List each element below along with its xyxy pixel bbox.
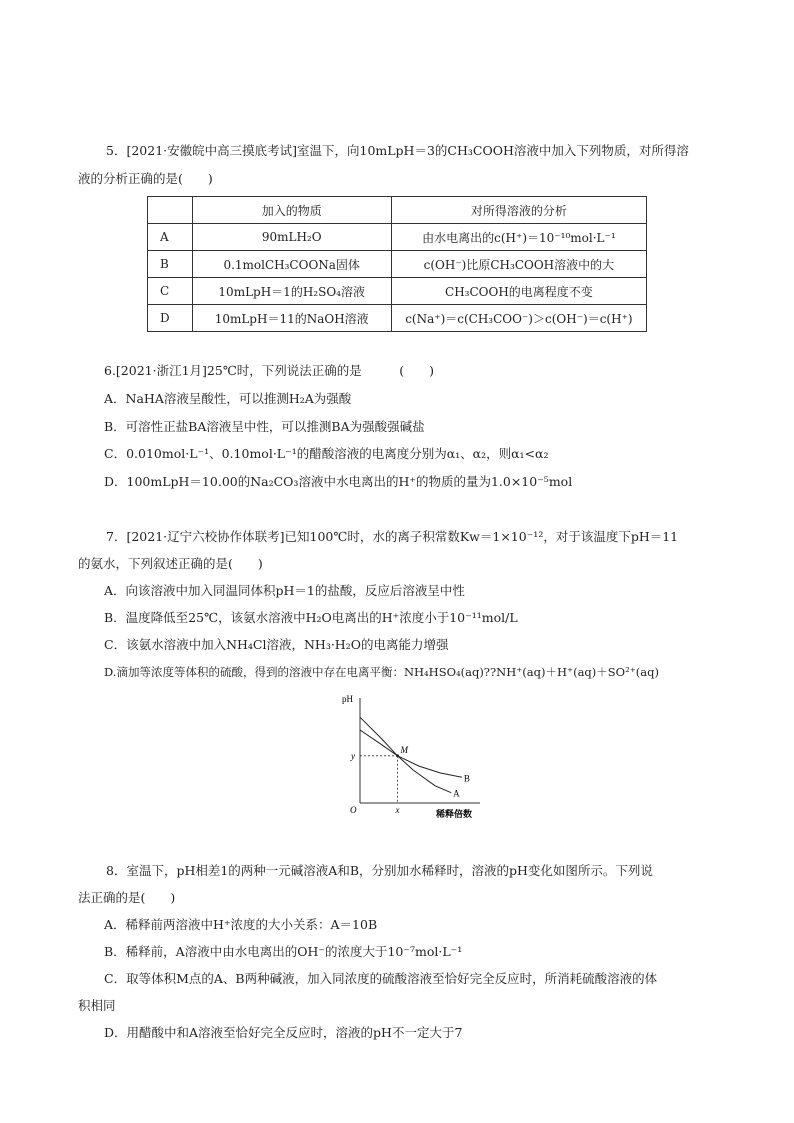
x-axis-label: 稀释倍数 xyxy=(436,809,473,819)
series-line-b xyxy=(360,730,462,777)
point-label: M xyxy=(400,744,409,755)
table-row xyxy=(148,224,647,251)
q8-option-a: A．稀释前两溶液中H⁺浓度的大小关系：A＝10B xyxy=(104,917,378,932)
table-cell: 10mLpH＝11的NaOH溶液 xyxy=(192,305,391,332)
series-line-a xyxy=(360,717,451,793)
table-cell: B xyxy=(148,251,193,278)
q5-stem-line1: 5．[2021·安徽皖中高三摸底考试]室温下，向10mLpH＝3的CH₃COOH溶液中加入下列物质，对所得溶 xyxy=(106,143,689,158)
dilution-ph-chart xyxy=(338,690,488,820)
y-tick-label: y xyxy=(351,750,355,761)
y-axis-label: pH xyxy=(342,694,353,704)
origin-label: O xyxy=(350,805,357,815)
table-cell: c(OH⁻)比原CH₃COOH溶液中的大 xyxy=(391,251,646,278)
q7-option-b: B．温度降低至25℃，该氨水溶液中H₂O电离出的H⁺浓度小于10⁻¹¹mol/L xyxy=(104,610,518,625)
intersection-point xyxy=(396,754,399,757)
series-label-a: A xyxy=(453,788,460,799)
table-row xyxy=(148,278,647,305)
q8-option-b: B．稀释前，A溶液中由水电离出的OH⁻的浓度大于10⁻⁷mol·L⁻¹ xyxy=(104,944,463,959)
q7-option-c: C．该氨水溶液中加入NH₄Cl溶液，NH₃·H₂O的电离能力增强 xyxy=(104,637,449,652)
q6-option-b: B．可溶性正盐BA溶液呈中性，可以推测BA为强酸强碱盐 xyxy=(104,419,425,434)
table-cell: 0.1molCH₃COONa固体 xyxy=(192,251,391,278)
table-row xyxy=(148,251,647,278)
q5-stem-line2: 液的分析正确的是( ) xyxy=(78,171,213,186)
q8-option-d: D．用醋酸中和A溶液至恰好完全反应时，溶液的pH不一定大于7 xyxy=(104,1025,463,1040)
table-cell: D xyxy=(148,305,193,332)
table-cell: 90mLH₂O xyxy=(192,224,391,251)
table-header-cell: 加入的物质 xyxy=(192,197,391,224)
q8-stem-line2: 法正确的是( ) xyxy=(78,890,176,905)
q6-option-d: D．100mLpH＝10.00的Na₂CO₃溶液中水电离出的H⁺的物质的量为1.0×10⁻⁵mol xyxy=(104,474,573,489)
table-cell: A xyxy=(148,224,193,251)
series-label-b: B xyxy=(463,773,470,784)
q6-option-c: C．0.010mol·L⁻¹、0.10mol·L⁻¹的醋酸溶液的电离度分别为α₁、α₂，则α₁<α₂ xyxy=(104,446,549,461)
q8-stem-line1: 8．室温下，pH相差1的两种一元碱溶液A和B，分别加水稀释时，溶液的pH变化如图所示。下列说 xyxy=(106,863,653,878)
table-cell: 由水电离出的c(H⁺)＝10⁻¹⁰mol·L⁻¹ xyxy=(391,224,646,251)
q7-option-a: A．向该溶液中加入同温同体积pH＝1的盐酸，反应后溶液呈中性 xyxy=(104,583,465,598)
q7-stem-line2: 的氨水，下列叙述正确的是( ) xyxy=(78,556,263,571)
q8-option-c-line1: C．取等体积M点的A、B两种碱液，加入同浓度的硫酸溶液至恰好完全反应时，所消耗硫酸溶液的体 xyxy=(104,971,658,986)
table-header-cell: 对所得溶液的分析 xyxy=(391,197,646,224)
table-cell: C xyxy=(148,278,193,305)
q8-option-c-line2: 积相同 xyxy=(78,998,116,1013)
q7-stem-line1: 7．[2021·辽宁六校协作体联考]已知100℃时，水的离子积常数Kw＝1×10⁻¹²，对于该温度下pH＝11 xyxy=(106,529,679,544)
table-cell: c(Na⁺)＝c(CH₃COO⁻)＞c(OH⁻)＝c(H⁺) xyxy=(391,305,646,332)
table-header-row xyxy=(148,197,647,224)
x-tick-label: x xyxy=(395,805,400,815)
chart-svg xyxy=(338,690,488,820)
table-cell: 10mLpH＝1的H₂SO₄溶液 xyxy=(192,278,391,305)
table-header-cell xyxy=(148,197,193,224)
q6-stem: 6.[2021·浙江1月]25℃时，下列说法正确的是 ( ) xyxy=(104,363,435,378)
table-cell: CH₃COOH的电离程度不变 xyxy=(391,278,646,305)
q7-option-d: D.滴加等浓度等体积的硫酸，得到的溶液中存在电离平衡：NH₄HSO₄(aq)??NH⁺(aq)＋H⁺(aq)＋SO²⁺(aq) xyxy=(104,665,659,679)
q6-option-a: A．NaHA溶液呈酸性，可以推测H₂A为强酸 xyxy=(104,391,352,406)
q5-options-table xyxy=(147,196,647,332)
table-row xyxy=(148,305,647,332)
